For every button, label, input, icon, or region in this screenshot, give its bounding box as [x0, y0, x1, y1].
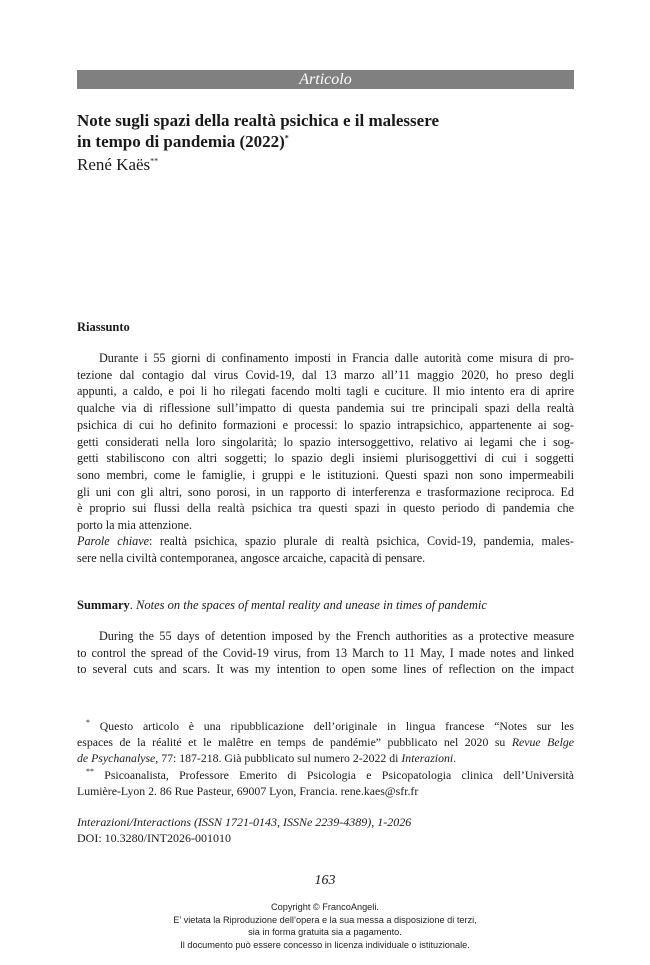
- summary-line: to several cuts and scars. It was my intention to open some lines of reflection on the impact: [77, 662, 574, 677]
- riassunto-line: tezione dal contagio dal virus Covid-19, dal 13 marzo all’11 maggio 2020, ho preso degli: [77, 367, 574, 382]
- footnote-1-text-end: .: [453, 751, 457, 765]
- riassunto-line: gli uni con gli altri, sono porosi, in un rapporto di interferenza e trasformazione reciproca. Ed: [77, 484, 574, 499]
- footnote-1-journal-c: Interazioni: [401, 751, 454, 765]
- title-line-2-text: in tempo di pandemia (2022): [77, 132, 285, 151]
- footnote-1-line-1: [77, 718, 574, 734]
- summary-heading: Summary: [77, 598, 130, 612]
- riassunto-line: getti stabiliscono con altri soggetti; lo spazio degli insiemi plurisoggettivi di cui i soggetti: [77, 451, 574, 466]
- page-number: 163: [314, 873, 336, 888]
- section-banner: Articolo: [77, 70, 574, 89]
- footnote-1: [77, 718, 574, 766]
- title-line-2: [77, 131, 574, 152]
- copyright-line: Il documento può essere concesso in licenza individuale o istituzionale.: [180, 939, 470, 950]
- copyright-line: E’ vietata la Riproduzione dell’opera e la sua messa a disposizione di terzi,: [173, 914, 477, 925]
- footnote-1-journal-b: de Psychanalyse: [77, 751, 156, 765]
- footnote-1-text-3: , 77: 187-218. Già pubblicato sul numero 2-2022 di: [155, 751, 402, 765]
- riassunto-line: appunti, a caldo, e poi li ho rilegati facendo molti tagli e cuciture. Il mio intento era di aprire: [77, 384, 574, 399]
- keywords-line-1: [77, 533, 574, 550]
- summary-line: During the 55 days of detention imposed by the French authorities as a protective measure: [99, 629, 574, 643]
- keywords-line-2: sere nella civiltà contemporanea, angosce arcaiche, capacità di pensare.: [77, 550, 426, 565]
- copyright-notice: [0, 901, 650, 951]
- keywords-label: Parole chiave: [77, 534, 150, 548]
- title-footnote-mark[interactable]: *: [284, 133, 289, 143]
- footnote-2-line-2: Lumière-Lyon 2. 86 Rue Pasteur, 69007 Lyon, Francia. rene.kaes@sfr.fr: [77, 784, 419, 798]
- copyright-line: sia in forma gratuita sia a pagamento.: [248, 927, 402, 937]
- footnote-1-text-2: espaces de la réalité et le malêtre en temps de pandémie” pubblicato nel 2020 su: [77, 735, 512, 749]
- footnote-1-text-1: Questo articolo è una ripubblicazione dell’originale in lingua francese “Notes sur les: [90, 719, 574, 733]
- summary-separator: .: [129, 598, 137, 612]
- riassunto-line: porto la mia attenzione.: [77, 518, 193, 533]
- summary-body: [77, 628, 574, 678]
- author-footnote-mark[interactable]: **: [150, 156, 159, 166]
- footnote-1-line-2: [77, 734, 574, 750]
- footnote-2-mark: **: [86, 767, 94, 777]
- author-name: [77, 154, 158, 175]
- footnote-1-journal-a: Revue Belge: [511, 735, 574, 749]
- keywords: [77, 533, 574, 566]
- riassunto-line: Durante i 55 giorni di confinamento imposti in Francia dalle autorità come misura di pro-: [99, 351, 574, 365]
- riassunto-line: psichica di cui ho definito formazioni e processi: lo spazio intrapsichico, appartenente ai sog-: [77, 417, 574, 432]
- keywords-text-1: : realtà psichica, spazio plurale di realtà psichica, Covid-19, pandemia, males-: [149, 534, 574, 548]
- journal-info: [77, 814, 411, 846]
- riassunto-body: [77, 350, 574, 534]
- copyright-line: Copyright © FrancoAngeli.: [271, 902, 379, 912]
- summary-line: to control the spread of the Covid-19 virus, from 13 March to 11 May, I made notes and linked: [77, 645, 574, 660]
- article-title: [77, 110, 574, 152]
- riassunto-line: è proprio sui flussi della realtà psichica tra questi spazi in questo periodo di pandemia che: [77, 501, 574, 516]
- summary-subtitle: Notes on the spaces of mental reality and unease in times of pandemic: [136, 598, 487, 612]
- summary-heading-line: [77, 597, 487, 613]
- footnote-2: [77, 767, 574, 799]
- footnote-2-text-1: Psicoanalista, Professore Emerito di Psicologia e Psicopatologia clinica dell’Università: [94, 768, 574, 782]
- footnote-2-line-1: [77, 767, 574, 783]
- riassunto-line: qualche via di riflessione sull’impatto di questa pandemia sui tre principali spazi della realtà: [77, 401, 574, 416]
- title-line-1: Note sugli spazi della realtà psichica e il malessere: [77, 111, 439, 130]
- riassunto-line: sono membri, come le famiglie, i gruppi e le istituzioni. Questi spazi non sono impermeabili: [77, 467, 574, 482]
- author-name-text: René Kaës: [77, 155, 151, 174]
- riassunto-heading: Riassunto: [77, 320, 130, 334]
- riassunto-line: getti considerati nella loro singolarità; lo spazio intersoggettivo, relativo ai legami che i sog-: [77, 434, 574, 449]
- journal-citation: Interazioni/Interactions (ISSN 1721-0143, ISSNe 2239-4389), 1-2026: [77, 815, 412, 829]
- journal-doi: DOI: 10.3280/INT2026-001010: [77, 831, 231, 845]
- footnote-1-mark: *: [86, 718, 90, 728]
- footnote-1-line-3: [77, 750, 574, 766]
